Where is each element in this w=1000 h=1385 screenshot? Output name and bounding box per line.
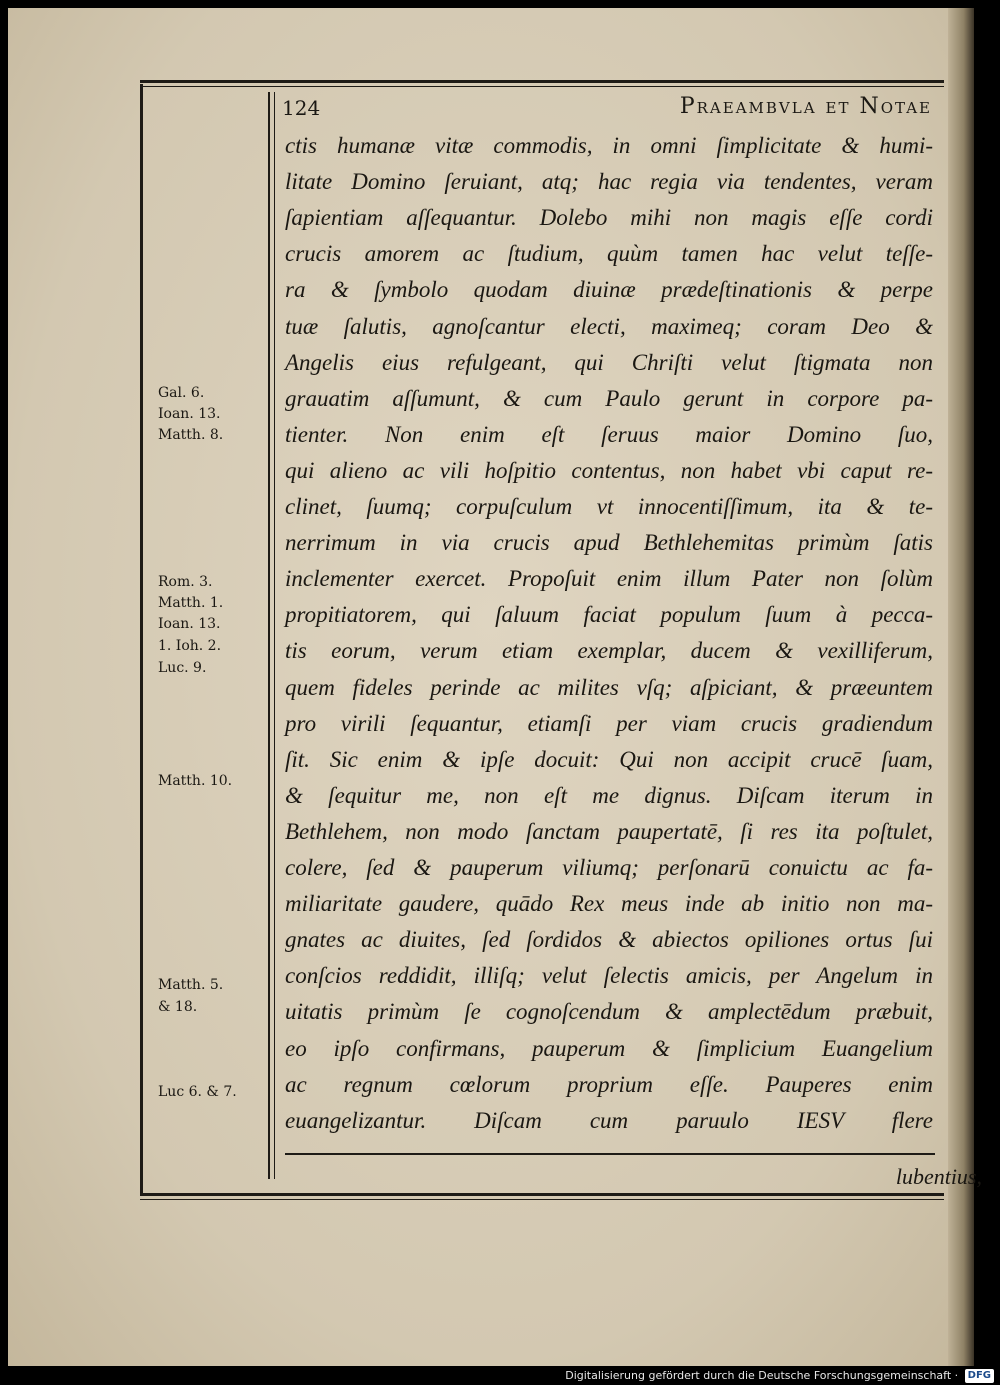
frame-rule-bottom-inner — [140, 1199, 944, 1200]
text-line: ctis humanæ vitæ commodis, in omni ſimplicitate & humi- — [285, 133, 933, 158]
margin-note: Luc 6. & 7. — [158, 1084, 237, 1100]
footer-text: Digitalisierung gefördert durch die Deutsche Forschungsgemeinschaft · — [565, 1369, 959, 1382]
text-line: quem fideles perinde ac milites vſq; aſpiciant, & præeuntem — [285, 674, 933, 700]
frame-rule-bottom — [140, 1193, 944, 1196]
margin-note: 1. Ioh. 2. — [158, 638, 222, 654]
running-header — [282, 92, 932, 126]
text-line: euangelizantur. Diſcam cum paruulo IESV flere — [285, 1107, 933, 1133]
page-edge-shadow — [948, 8, 974, 1366]
text-line: ſapientiam aſſequantur. Dolebo mihi non magis eſſe cordi — [285, 205, 933, 231]
margin-note: Matth. 10. — [158, 773, 233, 789]
text-line: conſcios reddidit, illiſq; velut ſelectis amicis, per Angelum in — [285, 963, 933, 989]
frame-rule-left — [140, 84, 143, 1196]
margin-note: Ioan. 13. — [158, 406, 221, 422]
text-line: ra & ſymbolo quodam diuinæ prædeſtinationis & perpe — [285, 277, 933, 303]
margin-note: & 18. — [158, 999, 198, 1015]
text-line: ac regnum cœlorum proprium eſſe. Pauperes enim — [285, 1071, 933, 1097]
text-line: gnates ac diuites, ſed ſordidos & abiectos opiliones ortus ſui — [285, 927, 933, 953]
text-line: qui alieno ac vili hoſpitio contentus, non habet vbi caput re- — [285, 457, 933, 483]
frame-rule-top — [140, 80, 944, 83]
frame-rule-top-inner — [140, 86, 944, 87]
text-line: clinet, ſuumq; corpuſculum vt innocentiſſimum, ita & te- — [285, 494, 933, 519]
text-line: pro virili ſequantur, etiamſi per viam crucis gradiendum — [285, 710, 933, 736]
footer-credit — [565, 1366, 994, 1385]
margin-note: Rom. 3. — [158, 574, 213, 590]
text-line: nerrimum in via crucis apud Bethlehemitas primùm ſatis — [285, 530, 933, 556]
text-line: Bethlehem, non modo ſanctam paupertatē, ſi res ita poſtulet, — [285, 818, 933, 844]
margin-note: Matth. 8. — [158, 427, 224, 443]
margin-note: Matth. 1. — [158, 595, 224, 611]
catchword: lubentius, — [895, 1164, 982, 1189]
text-line: litate Domino ſeruiant, atq; hac regia via tendentes, veram — [285, 169, 933, 195]
margin-note: Matth. 5. — [158, 977, 224, 993]
text-line: tienter. Non enim eſt ſeruus maior Domino ſuo, — [285, 421, 933, 447]
text-line: uitatis primùm ſe cognoſcendum & amplectēdum præbuit, — [285, 999, 933, 1025]
page-number: 124 — [282, 96, 321, 120]
text-line: & ſequitur me, non eſt me dignus. Diſcam iterum in — [285, 782, 933, 808]
text-line: crucis amorem ac ſtudium, quùm tamen hac velut teſſe- — [285, 241, 933, 267]
text-line: eo ipſo confirmans, pauperum & ſimplicium Euangelium — [285, 1035, 933, 1061]
text-line: propitiatorem, qui ſaluum faciat populum ſuum à pecca- — [285, 602, 933, 628]
margin-note: Luc. 9. — [158, 660, 207, 676]
dfg-logo-icon: DFG — [965, 1369, 994, 1383]
margin-note: Gal. 6. — [158, 385, 205, 401]
text-line: miliaritate gaudere, quādo Rex meus inde ab initio non ma- — [285, 891, 933, 917]
text-line: tuæ ſalutis, agnoſcantur electi, maximeq; coram Deo & — [285, 313, 933, 339]
margin-note: Ioan. 13. — [158, 616, 221, 632]
column-separator — [268, 92, 270, 1179]
text-line: Angelis eius refulgeant, qui Chriſti velut ſtigmata non — [285, 349, 933, 375]
column-separator-inner — [274, 92, 275, 1179]
text-block-bottom-rule — [285, 1153, 935, 1155]
text-line: tis eorum, verum etiam exemplar, ducem & vexilliferum, — [285, 638, 933, 664]
running-title: Praeambvla et Notae — [679, 94, 932, 119]
text-line: grauatim aſſumunt, & cum Paulo gerunt in corpore pa- — [285, 385, 933, 411]
text-line: ſit. Sic enim & ipſe docuit: Qui non accipit crucē ſuam, — [285, 746, 933, 772]
text-line: colere, ſed & pauperum viliumq; perſonarū conuictu ac fa- — [285, 855, 933, 880]
text-line: inclementer exercet. Propoſuit enim illum Pater non ſolùm — [285, 566, 933, 592]
